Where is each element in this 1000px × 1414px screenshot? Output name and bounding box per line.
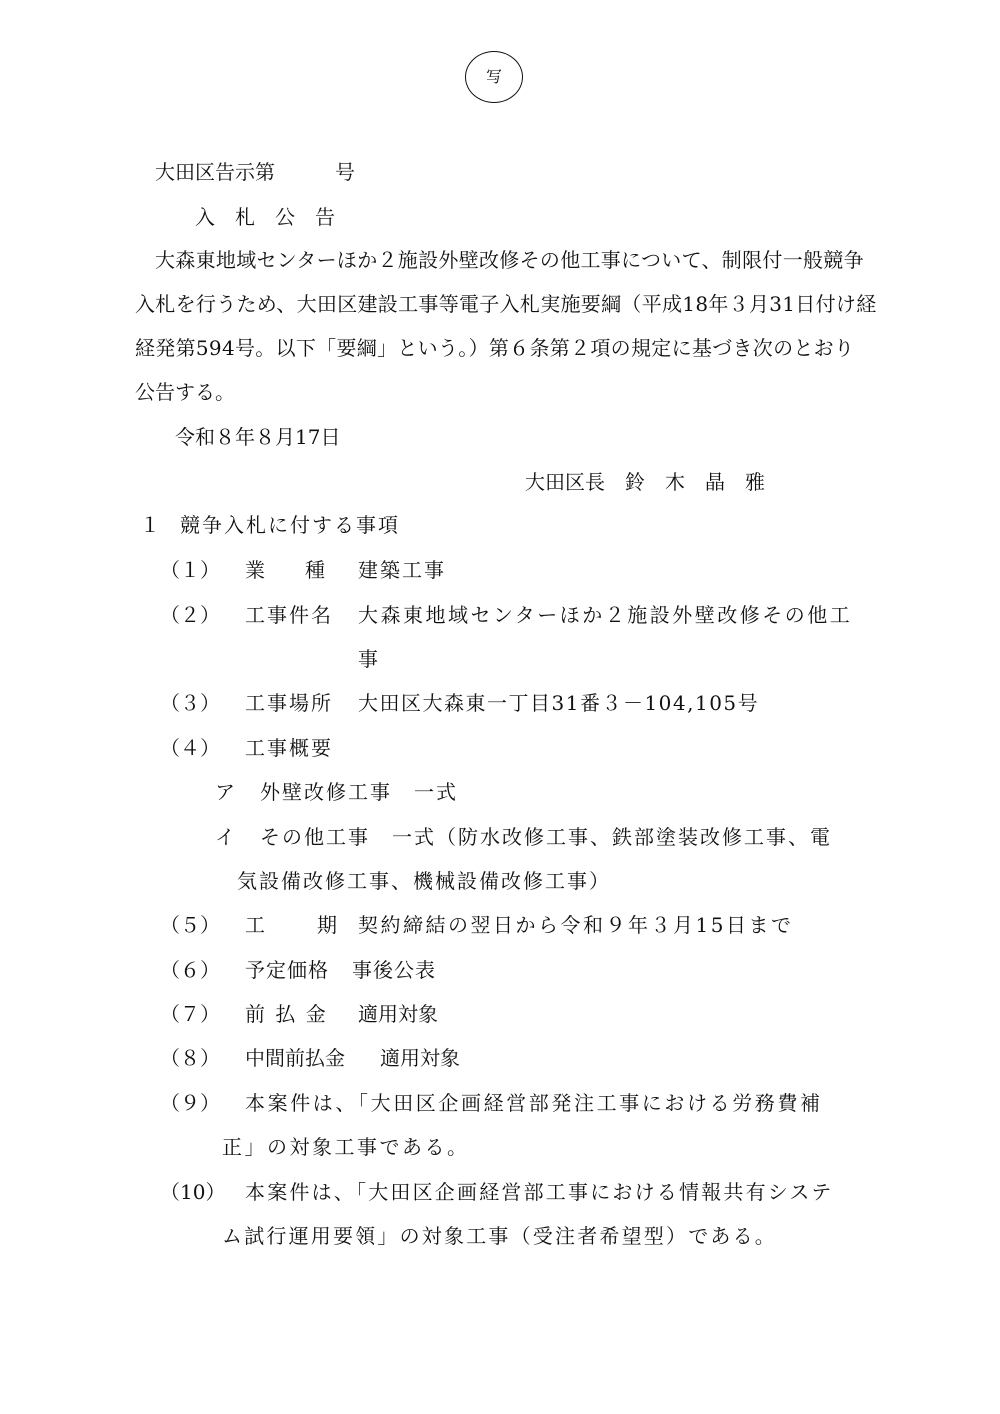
item-4-sub-b-text: その他工事 一式（防水改修工事、鉄部塗装改修工事、電 <box>260 825 832 849</box>
section-1-heading: 競争入札に付する事項 <box>180 513 400 537</box>
item-2-label: 工事件名 <box>245 603 333 627</box>
item-5-label: 工 期 <box>245 913 341 937</box>
item-10-text: 本案件は、「大田区企画経営部工事における情報共有システ <box>245 1180 834 1204</box>
item-4-sub-b-cont: 気設備改修工事、機械設備改修工事） <box>237 869 611 893</box>
item-10-cont: ム試行運用要領」の対象工事（受注者希望型）である。 <box>222 1224 777 1248</box>
item-4-sub-a-text: 外壁改修工事 一式 <box>260 780 458 804</box>
item-9-text: 本案件は、「大田区企画経営部発注工事における労務費補 <box>245 1091 823 1115</box>
notice-title: 入 札 公 告 <box>195 205 335 229</box>
item-8-number: （８） <box>160 1046 220 1070</box>
item-9-number: （９） <box>160 1091 220 1115</box>
item-7-value: 適用対象 <box>358 1002 438 1026</box>
item-4-label: 工事概要 <box>245 736 333 760</box>
item-1-number: （１） <box>160 558 220 582</box>
item-1-label: 業 種 <box>245 558 325 582</box>
item-5-number: （５） <box>160 913 220 937</box>
item-1-value: 建築工事 <box>358 558 446 582</box>
item-4-sub-a-mark: ア <box>215 780 235 804</box>
item-7-label: 前 払 金 <box>245 1002 328 1026</box>
intro-line-2: 入札を行うため、大田区建設工事等電子入札実施要綱（平成18年３月31日付け経 <box>135 292 877 316</box>
item-4-number: （４） <box>160 736 220 760</box>
item-5-value: 契約締結の翌日から令和９年３月15日まで <box>358 913 794 937</box>
notice-date: 令和８年８月17日 <box>175 425 341 449</box>
item-3-label: 工事場所 <box>245 691 333 715</box>
item-2-value: 大森東地域センターほか２施設外壁改修その他工 <box>358 603 853 627</box>
item-3-value: 大田区大森東一丁目31番３－104,105号 <box>358 691 760 715</box>
item-3-number: （３） <box>160 691 220 715</box>
item-4-sub-b-mark: イ <box>215 825 235 849</box>
copy-stamp-text: 写 <box>485 67 502 86</box>
intro-line-3: 経発第594号。以下「要綱」という。）第６条第２項の規定に基づき次のとおり <box>135 336 855 360</box>
item-6-number: （６） <box>160 958 220 982</box>
item-8-label: 中間前払金 <box>245 1046 345 1070</box>
item-6-label: 予定価格 <box>245 958 329 982</box>
notice-number: 大田区告示第 号 <box>155 160 355 184</box>
item-8-value: 適用対象 <box>380 1046 460 1070</box>
item-10-number: （10） <box>160 1180 226 1204</box>
issuer: 大田区長 鈴 木 晶 雅 <box>525 470 765 494</box>
item-6-value: 事後公表 <box>352 958 436 982</box>
item-7-number: （７） <box>160 1002 220 1026</box>
item-9-cont: 正」の対象工事である。 <box>222 1135 470 1159</box>
section-1-number: １ <box>140 513 160 537</box>
intro-line-1: 大森東地域センターほか２施設外壁改修その他工事について、制限付一般競争 <box>155 248 864 272</box>
item-2-value-cont: 事 <box>358 647 378 671</box>
item-2-number: （２） <box>160 603 220 627</box>
intro-line-4: 公告する。 <box>135 380 235 404</box>
copy-stamp <box>465 51 523 103</box>
